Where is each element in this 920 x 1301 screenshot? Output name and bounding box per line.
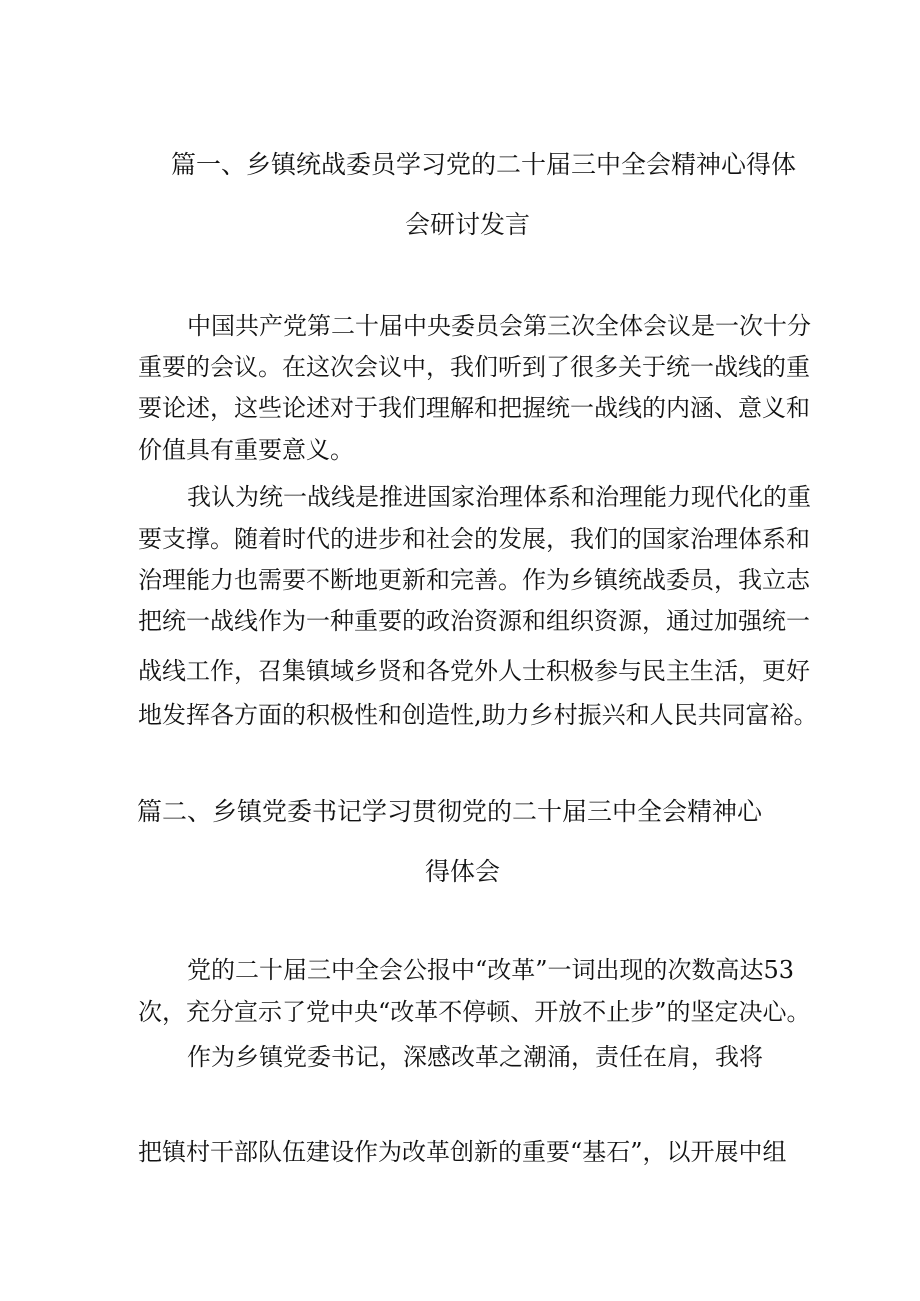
paragraph-line: 价值具有重要意义。	[138, 436, 354, 464]
paragraph-line: 把镇村干部队伍建设作为改革创新的重要“基石”，以开展中组	[138, 1138, 787, 1166]
paragraph-line: 把统一战线作为一种重要的政治资源和组织资源，通过加强统一	[138, 607, 810, 635]
paragraph-line: 要论述，这些论述对于我们理解和把握统一战线的内涵、意义和	[138, 394, 810, 422]
paragraph-line: 作为乡镇党委书记，深感改革之潮涌，责任在肩，我将	[187, 1043, 763, 1071]
section2-title-line1: 篇二、乡镇党委书记学习贯彻党的二十届三中全会精神心	[137, 797, 763, 826]
paragraph-line: 党的二十届三中全会公报中“改革”一词出现的次数高达53	[187, 956, 795, 984]
paragraph-line: 重要的会议。在这次会议中，我们听到了很多关于统一战线的重	[138, 353, 810, 381]
paragraph-line: 战线工作，召集镇域乡贤和各党外人士积极参与民主生活，更好	[138, 657, 810, 685]
paragraph-line: 我认为统一战线是推进国家治理体系和治理能力现代化的重	[187, 483, 811, 511]
section1-title-line2: 会研讨发言	[405, 210, 531, 239]
paragraph-line: 治理能力也需要不断地更新和完善。作为乡镇统战委员，我立志	[138, 566, 810, 594]
section1-title-line1: 篇一、乡镇统战委员学习党的二十届三中全会精神心得体	[171, 150, 797, 179]
paragraph-line: 次，充分宣示了党中央“改革不停顿、开放不止步”的坚定决心。	[138, 998, 811, 1026]
paragraph-line: 要支撑。随着时代的进步和社会的发展，我们的国家治理体系和	[138, 525, 810, 553]
section2-title-line2: 得体会	[425, 857, 501, 886]
paragraph-line: 地发挥各方面的积极性和创造性,助力乡村振兴和人民共同富裕。	[138, 701, 818, 729]
paragraph-line: 中国共产党第二十届中央委员会第三次全体会议是一次十分	[187, 312, 811, 340]
